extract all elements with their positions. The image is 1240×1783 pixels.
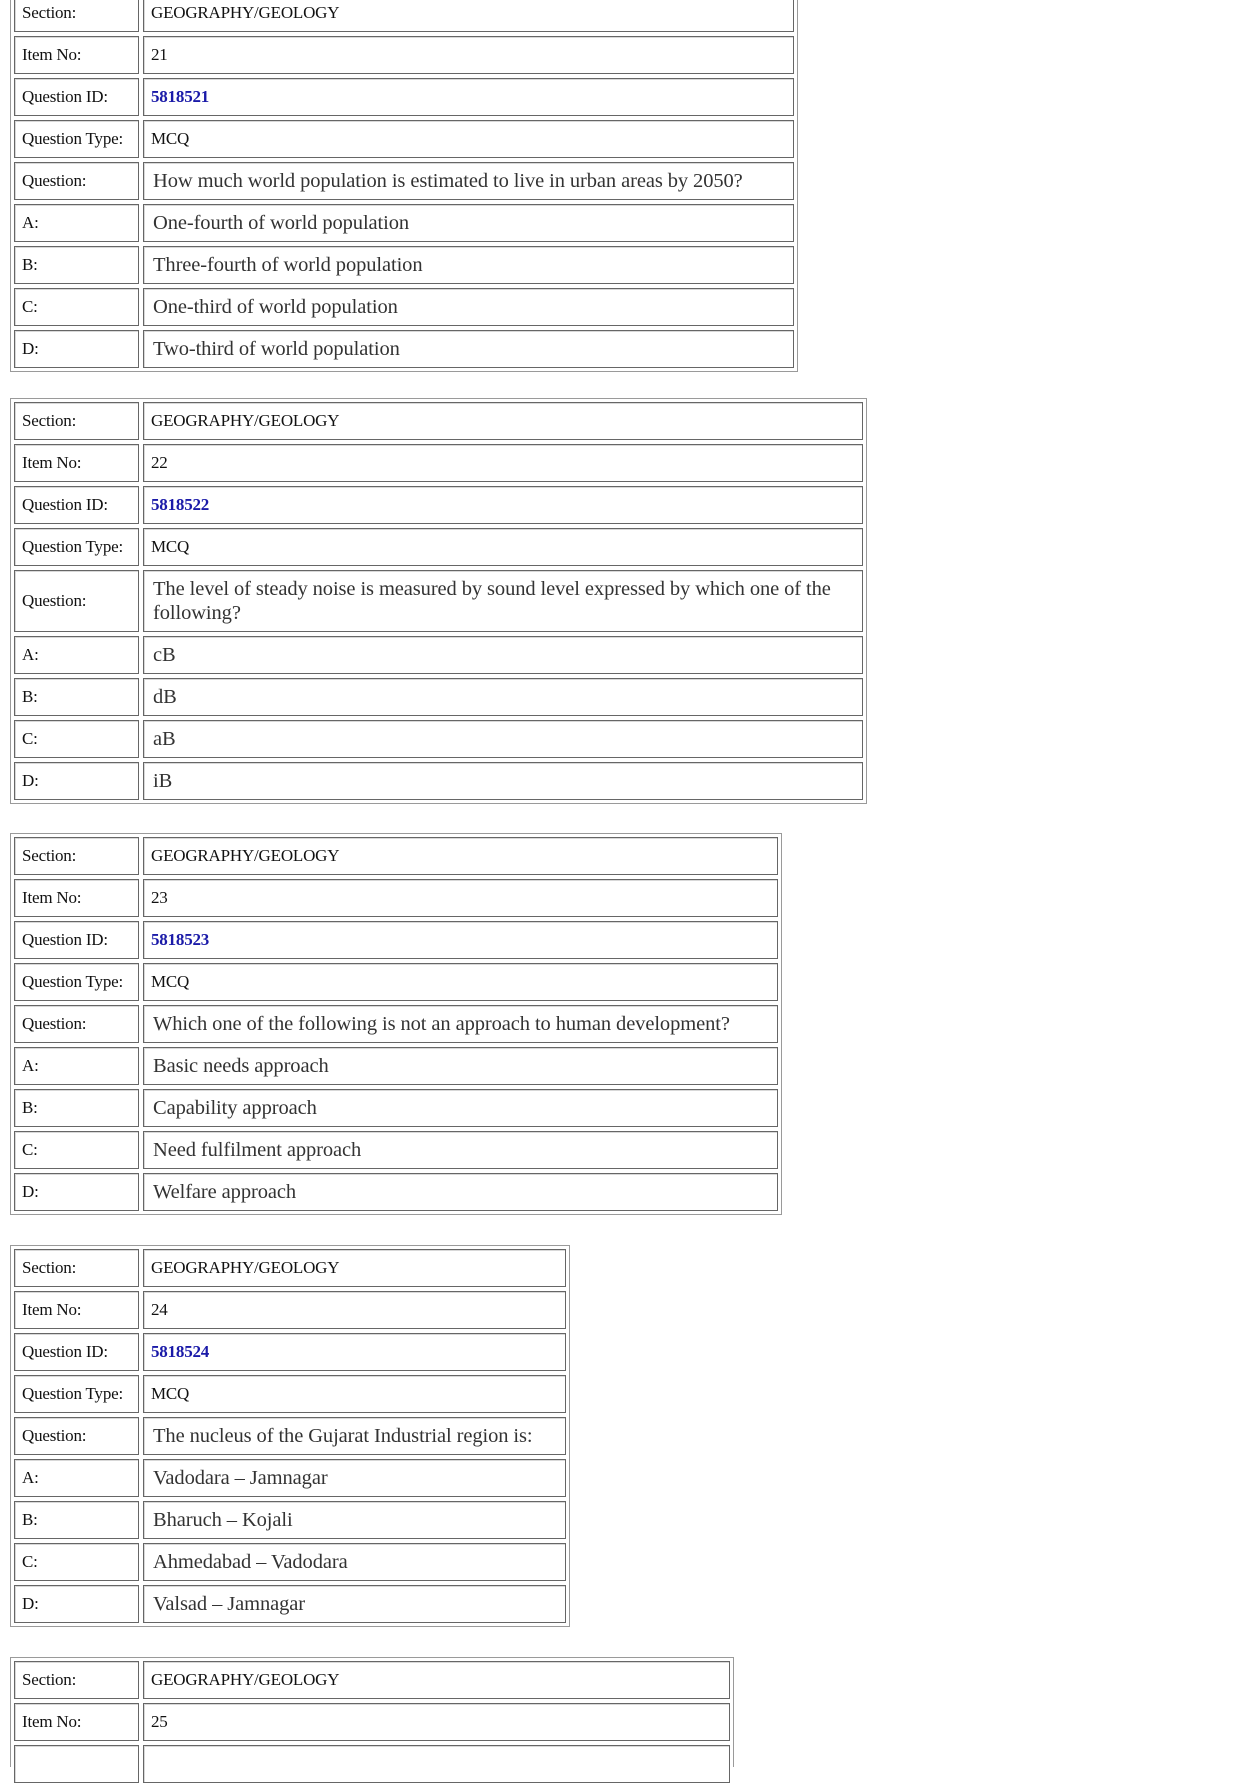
row-question-type bbox=[14, 963, 778, 1001]
row-option-d bbox=[14, 330, 794, 368]
option-c-label: C: bbox=[14, 720, 139, 758]
option-a-text: cB bbox=[143, 636, 863, 674]
row-option-b bbox=[14, 1089, 778, 1127]
option-c-label: C: bbox=[14, 1543, 139, 1581]
row-option-b bbox=[14, 1501, 566, 1539]
row-option-a bbox=[14, 636, 863, 674]
option-b-text: Bharuch – Kojali bbox=[143, 1501, 566, 1539]
row-item-no bbox=[14, 1291, 566, 1329]
row-option-d bbox=[14, 1585, 566, 1623]
question-type-label: Question Type: bbox=[14, 963, 139, 1001]
question-type-label: Question Type: bbox=[14, 1375, 139, 1413]
row-question-type bbox=[14, 528, 863, 566]
option-d-label: D: bbox=[14, 1585, 139, 1623]
section-value: GEOGRAPHY/GEOLOGY bbox=[143, 1249, 566, 1287]
item-no-label: Item No: bbox=[14, 36, 139, 74]
option-d-text: Two-third of world population bbox=[143, 330, 794, 368]
question-type-label: Question Type: bbox=[14, 528, 139, 566]
question-table-23 bbox=[10, 833, 782, 1215]
option-d-text: Valsad – Jamnagar bbox=[143, 1585, 566, 1623]
option-a-text: One-fourth of world population bbox=[143, 204, 794, 242]
option-a-text: Vadodara – Jamnagar bbox=[143, 1459, 566, 1497]
option-c-text: One-third of world population bbox=[143, 288, 794, 326]
option-d-label: D: bbox=[14, 762, 139, 800]
question-type-value: MCQ bbox=[143, 1375, 566, 1413]
section-value: GEOGRAPHY/GEOLOGY bbox=[143, 402, 863, 440]
option-b-text: Capability approach bbox=[143, 1089, 778, 1127]
item-no-value: 22 bbox=[143, 444, 863, 482]
question-id-label bbox=[14, 1745, 139, 1783]
row-question-id bbox=[14, 486, 863, 524]
option-b-label: B: bbox=[14, 1501, 139, 1539]
question-id-value: 5818523 bbox=[143, 921, 778, 959]
item-no-label: Item No: bbox=[14, 1703, 139, 1741]
section-value: GEOGRAPHY/GEOLOGY bbox=[143, 0, 794, 32]
section-value: GEOGRAPHY/GEOLOGY bbox=[143, 837, 778, 875]
row-question-id bbox=[14, 921, 778, 959]
item-no-value: 21 bbox=[143, 36, 794, 74]
question-text: How much world population is estimated to live in urban areas by 2050? bbox=[143, 162, 794, 200]
question-id-value: 5818524 bbox=[143, 1333, 566, 1371]
question-label: Question: bbox=[14, 1417, 139, 1455]
row-question-id bbox=[14, 1745, 730, 1783]
option-b-label: B: bbox=[14, 246, 139, 284]
item-no-label: Item No: bbox=[14, 444, 139, 482]
option-c-text: Ahmedabad – Vadodara bbox=[143, 1543, 566, 1581]
option-a-text: Basic needs approach bbox=[143, 1047, 778, 1085]
question-table-22 bbox=[10, 398, 867, 804]
row-item-no bbox=[14, 444, 863, 482]
question-type-label: Question Type: bbox=[14, 120, 139, 158]
row-option-d bbox=[14, 1173, 778, 1211]
question-type-value: MCQ bbox=[143, 120, 794, 158]
row-item-no bbox=[14, 1703, 730, 1741]
option-c-label: C: bbox=[14, 288, 139, 326]
row-option-a bbox=[14, 1047, 778, 1085]
question-id-value: 5818521 bbox=[143, 78, 794, 116]
option-b-text: Three-fourth of world population bbox=[143, 246, 794, 284]
row-question bbox=[14, 1417, 566, 1455]
item-no-label: Item No: bbox=[14, 879, 139, 917]
option-d-text: iB bbox=[143, 762, 863, 800]
row-option-b bbox=[14, 678, 863, 716]
question-text: The level of steady noise is measured by sound level expressed by which one of the following? bbox=[143, 570, 863, 632]
section-label: Section: bbox=[14, 0, 139, 32]
row-option-c bbox=[14, 1543, 566, 1581]
item-no-value: 24 bbox=[143, 1291, 566, 1329]
question-id-label: Question ID: bbox=[14, 1333, 139, 1371]
option-c-label: C: bbox=[14, 1131, 139, 1169]
row-question bbox=[14, 570, 863, 632]
question-label: Question: bbox=[14, 1005, 139, 1043]
section-label: Section: bbox=[14, 1661, 139, 1699]
row-section bbox=[14, 1249, 566, 1287]
row-question-type bbox=[14, 1375, 566, 1413]
row-question bbox=[14, 162, 794, 200]
row-option-c bbox=[14, 720, 863, 758]
option-c-text: Need fulfilment approach bbox=[143, 1131, 778, 1169]
question-label: Question: bbox=[14, 570, 139, 632]
question-table-24 bbox=[10, 1245, 570, 1627]
question-type-value: MCQ bbox=[143, 528, 863, 566]
question-table-25 bbox=[10, 1657, 734, 1767]
option-a-label: A: bbox=[14, 204, 139, 242]
option-d-text: Welfare approach bbox=[143, 1173, 778, 1211]
question-type-value: MCQ bbox=[143, 963, 778, 1001]
row-option-a bbox=[14, 1459, 566, 1497]
row-item-no bbox=[14, 36, 794, 74]
section-value: GEOGRAPHY/GEOLOGY bbox=[143, 1661, 730, 1699]
row-option-a bbox=[14, 204, 794, 242]
row-option-b bbox=[14, 246, 794, 284]
option-d-label: D: bbox=[14, 1173, 139, 1211]
item-no-value: 25 bbox=[143, 1703, 730, 1741]
item-no-label: Item No: bbox=[14, 1291, 139, 1329]
row-option-c bbox=[14, 288, 794, 326]
question-text: The nucleus of the Gujarat Industrial region is: bbox=[143, 1417, 566, 1455]
question-table-21 bbox=[10, 0, 798, 372]
question-id-label: Question ID: bbox=[14, 486, 139, 524]
question-id-label: Question ID: bbox=[14, 921, 139, 959]
question-text: Which one of the following is not an approach to human development? bbox=[143, 1005, 778, 1043]
row-section bbox=[14, 837, 778, 875]
row-option-d bbox=[14, 762, 863, 800]
question-id-label: Question ID: bbox=[14, 78, 139, 116]
row-section bbox=[14, 402, 863, 440]
option-a-label: A: bbox=[14, 1047, 139, 1085]
section-label: Section: bbox=[14, 1249, 139, 1287]
row-section bbox=[14, 1661, 730, 1699]
option-b-label: B: bbox=[14, 1089, 139, 1127]
row-question-id bbox=[14, 78, 794, 116]
option-b-text: dB bbox=[143, 678, 863, 716]
row-question-id bbox=[14, 1333, 566, 1371]
row-question bbox=[14, 1005, 778, 1043]
question-id-value bbox=[143, 1745, 730, 1783]
section-label: Section: bbox=[14, 402, 139, 440]
section-label: Section: bbox=[14, 837, 139, 875]
option-d-label: D: bbox=[14, 330, 139, 368]
row-option-c bbox=[14, 1131, 778, 1169]
row-section bbox=[14, 0, 794, 32]
question-id-value: 5818522 bbox=[143, 486, 863, 524]
row-question-type bbox=[14, 120, 794, 158]
item-no-value: 23 bbox=[143, 879, 778, 917]
row-item-no bbox=[14, 879, 778, 917]
option-a-label: A: bbox=[14, 636, 139, 674]
option-a-label: A: bbox=[14, 1459, 139, 1497]
option-b-label: B: bbox=[14, 678, 139, 716]
option-c-text: aB bbox=[143, 720, 863, 758]
question-label: Question: bbox=[14, 162, 139, 200]
